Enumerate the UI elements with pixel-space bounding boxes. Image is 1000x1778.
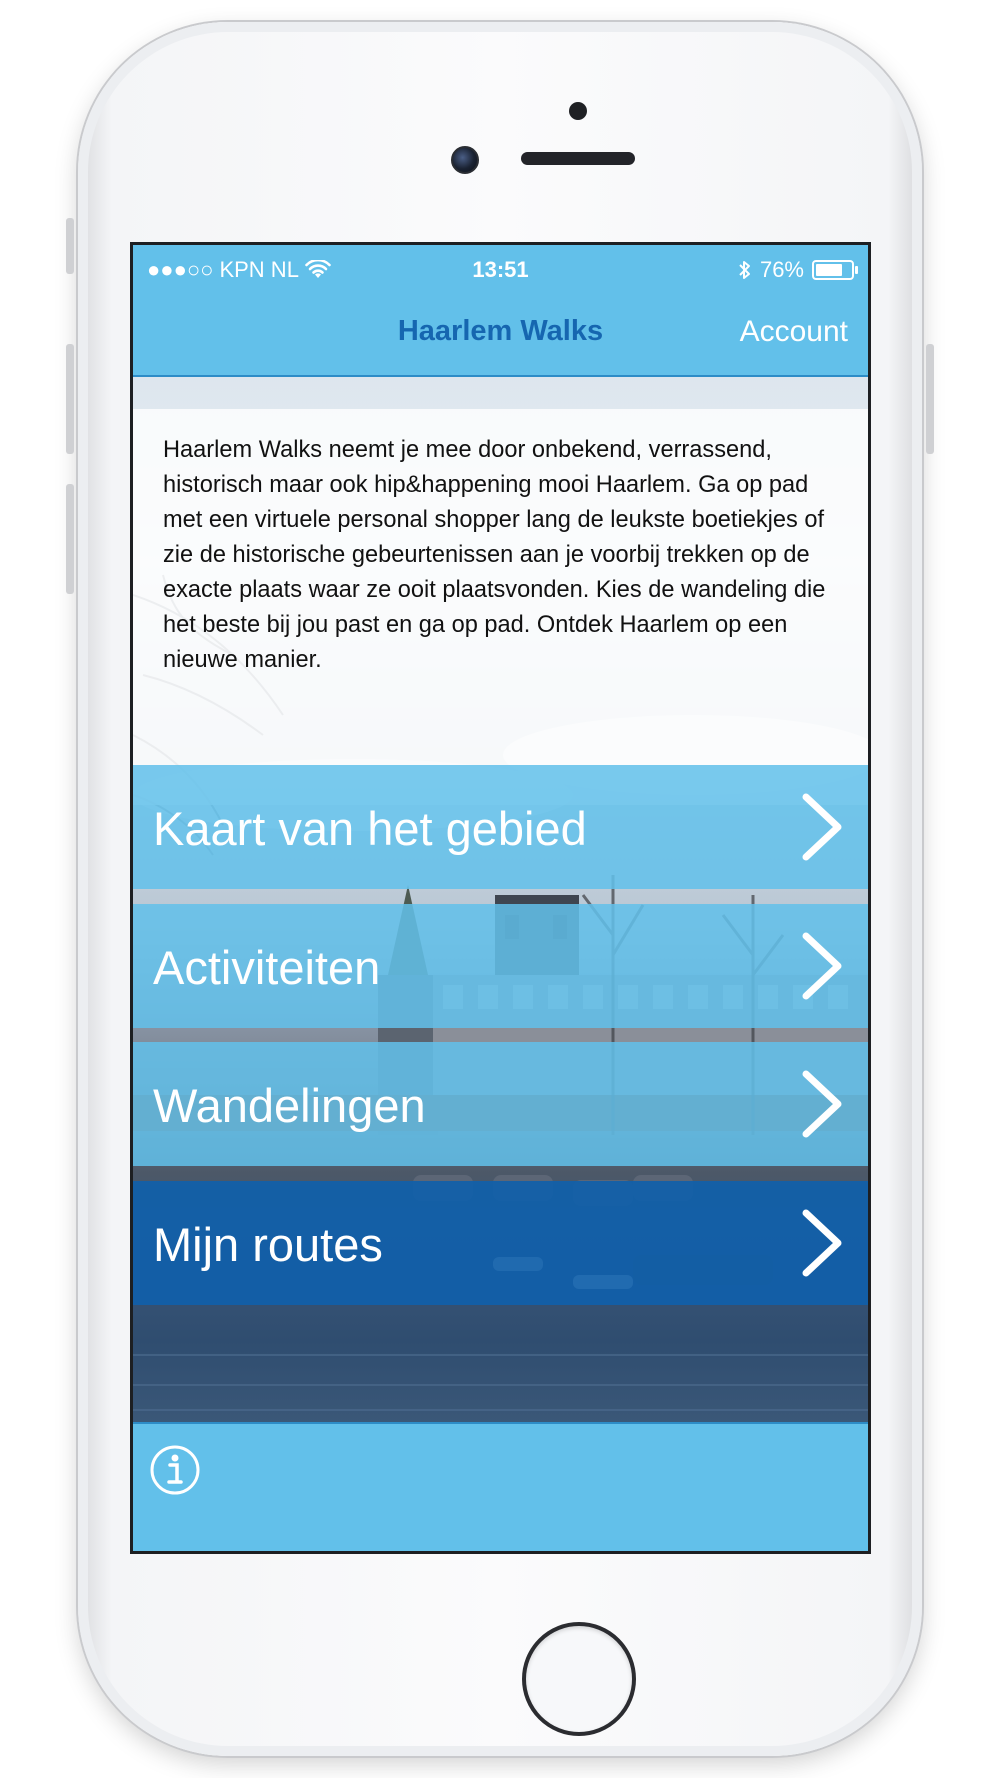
chevron-right-icon	[800, 793, 844, 861]
app-title: Haarlem Walks	[397, 315, 604, 347]
proximity-sensor	[569, 102, 587, 120]
mute-switch	[66, 218, 74, 274]
intro-panel	[133, 409, 868, 805]
carrier-name: KPN NL	[219, 257, 299, 282]
home-button[interactable]	[522, 1622, 636, 1736]
menu-item-activiteiten[interactable]	[133, 904, 868, 1028]
phone-screen	[130, 242, 871, 1554]
earpiece-speaker	[521, 152, 635, 165]
menu-item-kaart[interactable]	[133, 765, 868, 889]
front-camera	[451, 146, 479, 174]
menu-item-wandelingen[interactable]	[133, 1042, 868, 1166]
chevron-right-icon	[800, 1070, 844, 1138]
volume-up-button	[66, 344, 74, 454]
chevron-right-icon	[800, 1209, 844, 1277]
chevron-right-icon	[800, 932, 844, 1000]
menu-item-label: Activiteiten	[153, 941, 381, 994]
bluetooth-icon	[738, 259, 752, 281]
power-button	[926, 344, 934, 454]
info-icon[interactable]	[149, 1444, 201, 1496]
intro-text: Haarlem Walks neemt je mee door onbekend, verrassend, historisch maar ook hip&happening mooi Haarlem. Ga op pad met een virtuele personal shopper lang de leukste boetiekjes of zie de historische gebeurtenissen aan je voorbij trekken op de exacte plaats waar ze ooit plaatsvonden. Kies de wandeling die het beste bij jou past en ga op pad. Ontdek Haarlem op een nieuwe manier.	[163, 437, 826, 673]
menu-item-mijn-routes[interactable]	[133, 1181, 868, 1305]
battery-percent: 76%	[759, 257, 804, 282]
navigation-bar	[133, 293, 868, 377]
menu-item-label: Kaart van het gebied	[153, 802, 587, 855]
signal-strength: ●●●○○	[147, 257, 214, 282]
battery-level	[816, 264, 842, 276]
menu-item-label: Wandelingen	[153, 1079, 426, 1132]
status-bar	[133, 245, 868, 293]
status-time: 13:51	[472, 257, 529, 282]
account-button[interactable]: Account	[739, 315, 848, 348]
battery-icon	[812, 260, 854, 280]
volume-down-button	[66, 484, 74, 594]
bottom-toolbar	[133, 1422, 868, 1551]
menu-item-label: Mijn routes	[153, 1218, 383, 1271]
